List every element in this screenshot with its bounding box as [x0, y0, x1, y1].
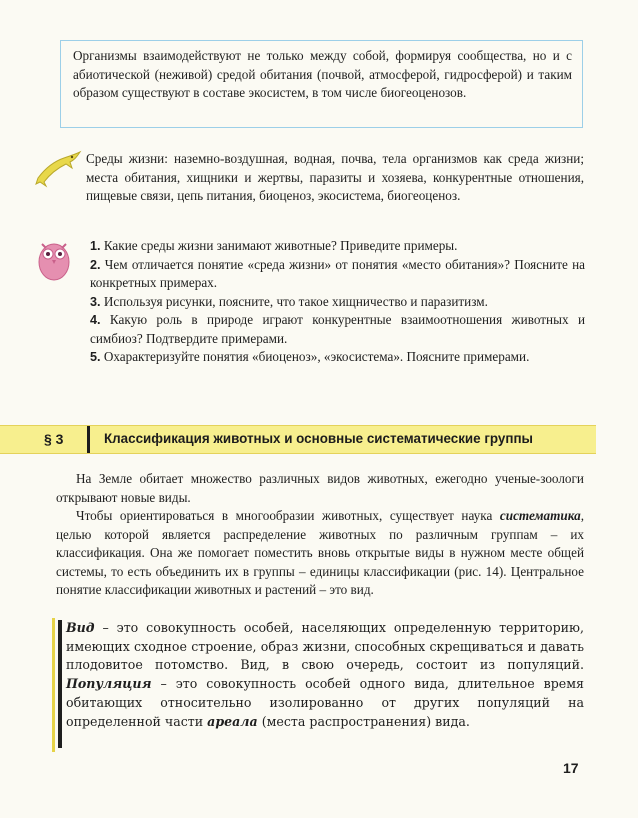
owl-icon	[34, 236, 74, 282]
definition-text	[66, 619, 584, 731]
definition-part: (места распространения) вида.	[257, 713, 470, 729]
definition-part: – это совокупность особей, населяющих определенную территорию, имеющих сходное строение, образ жизни, способных скрещиваться и давать плодовитое потомство. Вид, в свою очередь, состоит из популяций.	[66, 620, 584, 673]
question-number: 1.	[90, 239, 101, 253]
question-number: 3.	[90, 294, 101, 309]
question-text: Используя рисунки, поясните, что такое хищничество и паразитизм.	[103, 293, 488, 309]
section-number: § 3	[44, 431, 64, 447]
definition-part: – это совокупность особей одного вида, длительное время обитающих относительно изолированно от других популяций на определенной части	[66, 676, 584, 729]
question-number: 2.	[90, 257, 101, 272]
section-title: Классификация животных и основные систематические группы	[104, 431, 533, 446]
term-population: Популяция	[66, 676, 152, 692]
paragraph-text: , целью которой является распределение животных по различным группам – их классификация. Она же помогает поместить вновь открытые виды в нужном месте общей системы, то есть объединить их в группы – единицы классификации (рис. 14). Центральное понятие классификации животных и растений – это вид.	[56, 508, 584, 598]
question-number: 5.	[90, 350, 101, 364]
page-number: 17	[563, 760, 579, 776]
paragraph-intro: На Земле обитает множество различных видов животных, ежегодно ученые-зоологи открывают новые виды.	[56, 471, 584, 505]
question-item	[90, 311, 585, 348]
summary-text: Организмы взаимодействуют не только между собой, формируя сообщества, но и с абиотической (неживой) средой обитания (почвой, атмосферой, гидросферой) и таким образом существуют в составе экосистем, в том числе биогеоценозов.	[73, 48, 572, 100]
question-text: Охарактеризуйте понятия «биоценоз», «экосистема». Поясните примерами.	[103, 349, 530, 364]
paragraph-systematics	[56, 507, 584, 600]
term-species: Вид	[66, 620, 95, 635]
question-text: Какую роль в природе играют конкурентные взаимоотношения животных и симбиоз? Подтвердите примерами.	[90, 312, 586, 346]
question-item	[90, 256, 585, 293]
question-item	[90, 237, 585, 256]
definition-bar	[58, 620, 62, 748]
term-systematics: систематика	[499, 508, 581, 523]
keywords-text: Среды жизни: наземно-воздушная, водная, почва, тела организмов как среда жизни; места обитания, хищники и жертвы, паразиты и хозяева, конкурентные отношения, пищевые связи, цепь питания, биоценоз, экосистема, биогеоценоз.	[86, 151, 584, 203]
questions-list	[90, 237, 585, 367]
question-text: Чем отличается понятие «среда жизни» от понятия «место обитания»? Поясните на конкретных примерах.	[90, 256, 585, 290]
summary-box	[60, 40, 583, 128]
dolphin-icon	[34, 148, 82, 188]
question-item	[90, 293, 585, 312]
section-header	[0, 425, 596, 454]
question-item	[90, 348, 585, 367]
term-range: ареала	[207, 713, 258, 729]
question-text: Какие среды жизни занимают животные? Приведите примеры.	[103, 238, 458, 253]
paragraph-text: Чтобы ориентироваться в многообразии животных, существует наука	[76, 508, 500, 523]
section-divider	[87, 426, 90, 453]
question-number: 4.	[90, 313, 101, 327]
